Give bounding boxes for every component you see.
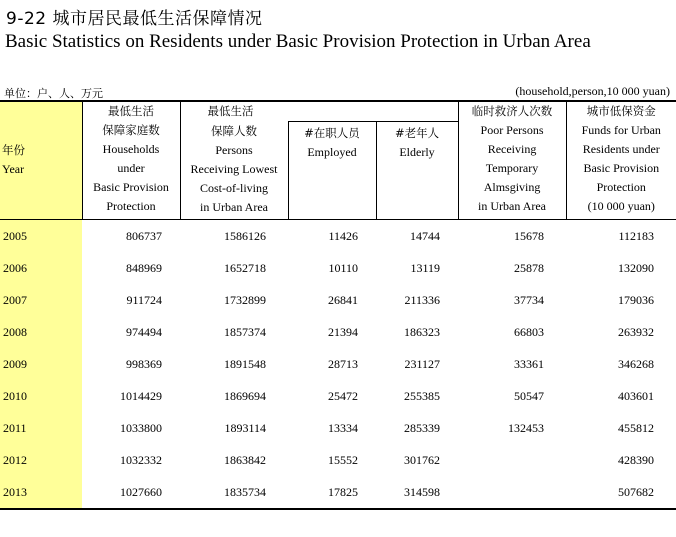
- funds-cell: 179036: [618, 292, 655, 307]
- funds-cell: 346268: [618, 356, 655, 371]
- households-cell: 806737: [126, 228, 162, 243]
- poor-persons-cell: 15678: [514, 228, 545, 243]
- households-cell: 1027660: [82, 476, 180, 509]
- poor-persons-cell: 132453: [508, 420, 545, 435]
- elderly-cell: 301762: [404, 452, 441, 467]
- persons-cell: 1857374: [224, 324, 266, 339]
- year-cell: 2011: [0, 412, 82, 444]
- header-persons-group: [180, 101, 458, 122]
- funds-cell: 455812: [618, 420, 655, 435]
- header-persons-line: 保障人数: [211, 123, 257, 138]
- poor-persons-cell: 25878: [514, 260, 545, 275]
- year-cell: 2008: [0, 316, 82, 348]
- header-households-line: 最低生活: [108, 104, 154, 118]
- header-poor-line: 临时救济人次数: [471, 104, 553, 118]
- header-funds-line: 城市低保资金: [586, 104, 656, 118]
- poor-persons-cell: 33361: [514, 356, 545, 371]
- employed-cell: 10110: [328, 260, 358, 275]
- persons-cell: 1835734: [180, 476, 288, 509]
- unit-label-chinese: 单位：户、人、万元: [4, 87, 103, 100]
- header-funds-line: Residents under: [582, 142, 660, 156]
- elderly-cell: 13119: [410, 260, 441, 275]
- elderly-cell: 231127: [404, 356, 441, 371]
- households-cell: 1014429: [120, 388, 162, 403]
- header-funds-line: Funds for Urban: [581, 123, 661, 137]
- funds-cell: 403601: [618, 388, 655, 403]
- header-persons-line: 最低生活: [207, 104, 254, 118]
- households-cell: 848969: [126, 260, 162, 275]
- year-cell: 2005: [0, 220, 82, 253]
- persons-cell: 1891548: [224, 356, 266, 371]
- statistics-table: [0, 100, 676, 510]
- table-title-chinese: 9-22 城市居民最低生活保障情况: [6, 9, 263, 29]
- persons-cell: 1586126: [224, 228, 266, 243]
- unit-label-english: (household,person,10 000 yuan): [515, 84, 670, 98]
- persons-cell: 1863842: [224, 452, 266, 467]
- elderly-cell: 211336: [404, 292, 441, 307]
- header-poor-line: Almsgiving: [483, 180, 541, 194]
- table-row: [0, 284, 676, 316]
- year-cell: 2009: [0, 348, 82, 380]
- poor-persons-cell: 66803: [514, 324, 545, 339]
- year-cell: 2007: [0, 284, 82, 316]
- year-cell: 2006: [0, 252, 82, 284]
- table-body: [0, 220, 676, 510]
- funds-cell: 263932: [618, 324, 655, 339]
- header-persons: [180, 122, 288, 220]
- funds-cell: 507682: [566, 476, 676, 509]
- employed-cell: 11426: [328, 228, 358, 243]
- year-cell: 2012: [0, 444, 82, 476]
- header-poor-line: Receiving: [487, 142, 537, 156]
- employed-cell: 26841: [328, 292, 358, 307]
- persons-cell: 1652718: [224, 260, 266, 275]
- elderly-cell: 186323: [404, 324, 441, 339]
- header-elderly-line: Elderly: [399, 145, 435, 159]
- households-cell: 998369: [126, 356, 162, 371]
- header-funds-line: Basic Provision: [583, 161, 660, 175]
- year-cell: 2010: [0, 380, 82, 412]
- households-cell: 911724: [126, 292, 162, 307]
- table-header: [0, 101, 676, 220]
- elderly-cell: 314598: [376, 476, 458, 509]
- header-funds: [566, 101, 676, 220]
- employed-cell: 13334: [328, 420, 358, 435]
- header-households-line: Basic Provision: [93, 180, 169, 194]
- header-funds-line: (10 000 yuan): [587, 199, 655, 213]
- header-year-en: Year: [2, 162, 25, 176]
- employed-cell: 17825: [288, 476, 376, 509]
- table-row: [0, 220, 676, 253]
- table-row: [0, 380, 676, 412]
- persons-cell: 1893114: [224, 420, 266, 435]
- header-employed: [288, 122, 376, 220]
- header-poor-line: Temporary: [485, 161, 539, 175]
- table-row: [0, 444, 676, 476]
- elderly-cell: 14744: [410, 228, 441, 243]
- table-row: [0, 412, 676, 444]
- employed-cell: 25472: [328, 388, 358, 403]
- employed-cell: 28713: [328, 356, 358, 371]
- header-elderly: [376, 122, 458, 220]
- poor-persons-cell: 37734: [514, 292, 545, 307]
- funds-cell: 132090: [618, 260, 655, 275]
- poor-persons-cell: [458, 476, 566, 509]
- employed-cell: 21394: [328, 324, 358, 339]
- elderly-cell: 255385: [404, 388, 441, 403]
- households-cell: 974494: [126, 324, 162, 339]
- header-funds-line: Protection: [596, 180, 646, 194]
- households-cell: 1033800: [120, 420, 162, 435]
- header-employed-line: #在职人员: [304, 126, 360, 140]
- year-cell: 2013: [0, 476, 82, 509]
- header-elderly-line: #老年人: [394, 126, 440, 140]
- households-cell: 1032332: [120, 452, 162, 467]
- elderly-cell: 285339: [404, 420, 441, 435]
- persons-cell: 1732899: [224, 292, 266, 307]
- table-row: [0, 316, 676, 348]
- header-employed-line: Employed: [307, 145, 357, 159]
- header-households-line: Protection: [106, 199, 156, 213]
- poor-persons-cell: [458, 444, 566, 476]
- header-households-line: under: [117, 161, 145, 175]
- header-households: [82, 101, 180, 220]
- header-poor-line: in Urban Area: [478, 199, 547, 213]
- funds-cell: 112183: [618, 228, 655, 243]
- header-households-line: Households: [102, 142, 160, 156]
- header-poor-persons: [458, 101, 566, 220]
- header-persons-line: Cost-of-living: [200, 180, 268, 195]
- header-persons-line: Persons: [215, 142, 253, 157]
- table-title-english: Basic Statistics on Residents under Basic Provision Protection in Urban Area: [5, 31, 591, 52]
- poor-persons-cell: 50547: [514, 388, 545, 403]
- header-year-cn: 年份: [2, 143, 25, 157]
- table-row: [0, 476, 676, 509]
- header-year: [0, 101, 82, 220]
- table-row: [0, 348, 676, 380]
- header-households-line: 保障家庭数: [102, 123, 160, 137]
- funds-cell: 428390: [618, 452, 655, 467]
- table-row: [0, 252, 676, 284]
- persons-cell: 1869694: [224, 388, 266, 403]
- header-persons-line: Receiving Lowest: [190, 161, 278, 176]
- header-persons-line: in Urban Area: [200, 199, 268, 214]
- header-poor-line: Poor Persons: [480, 123, 544, 137]
- employed-cell: 15552: [328, 452, 358, 467]
